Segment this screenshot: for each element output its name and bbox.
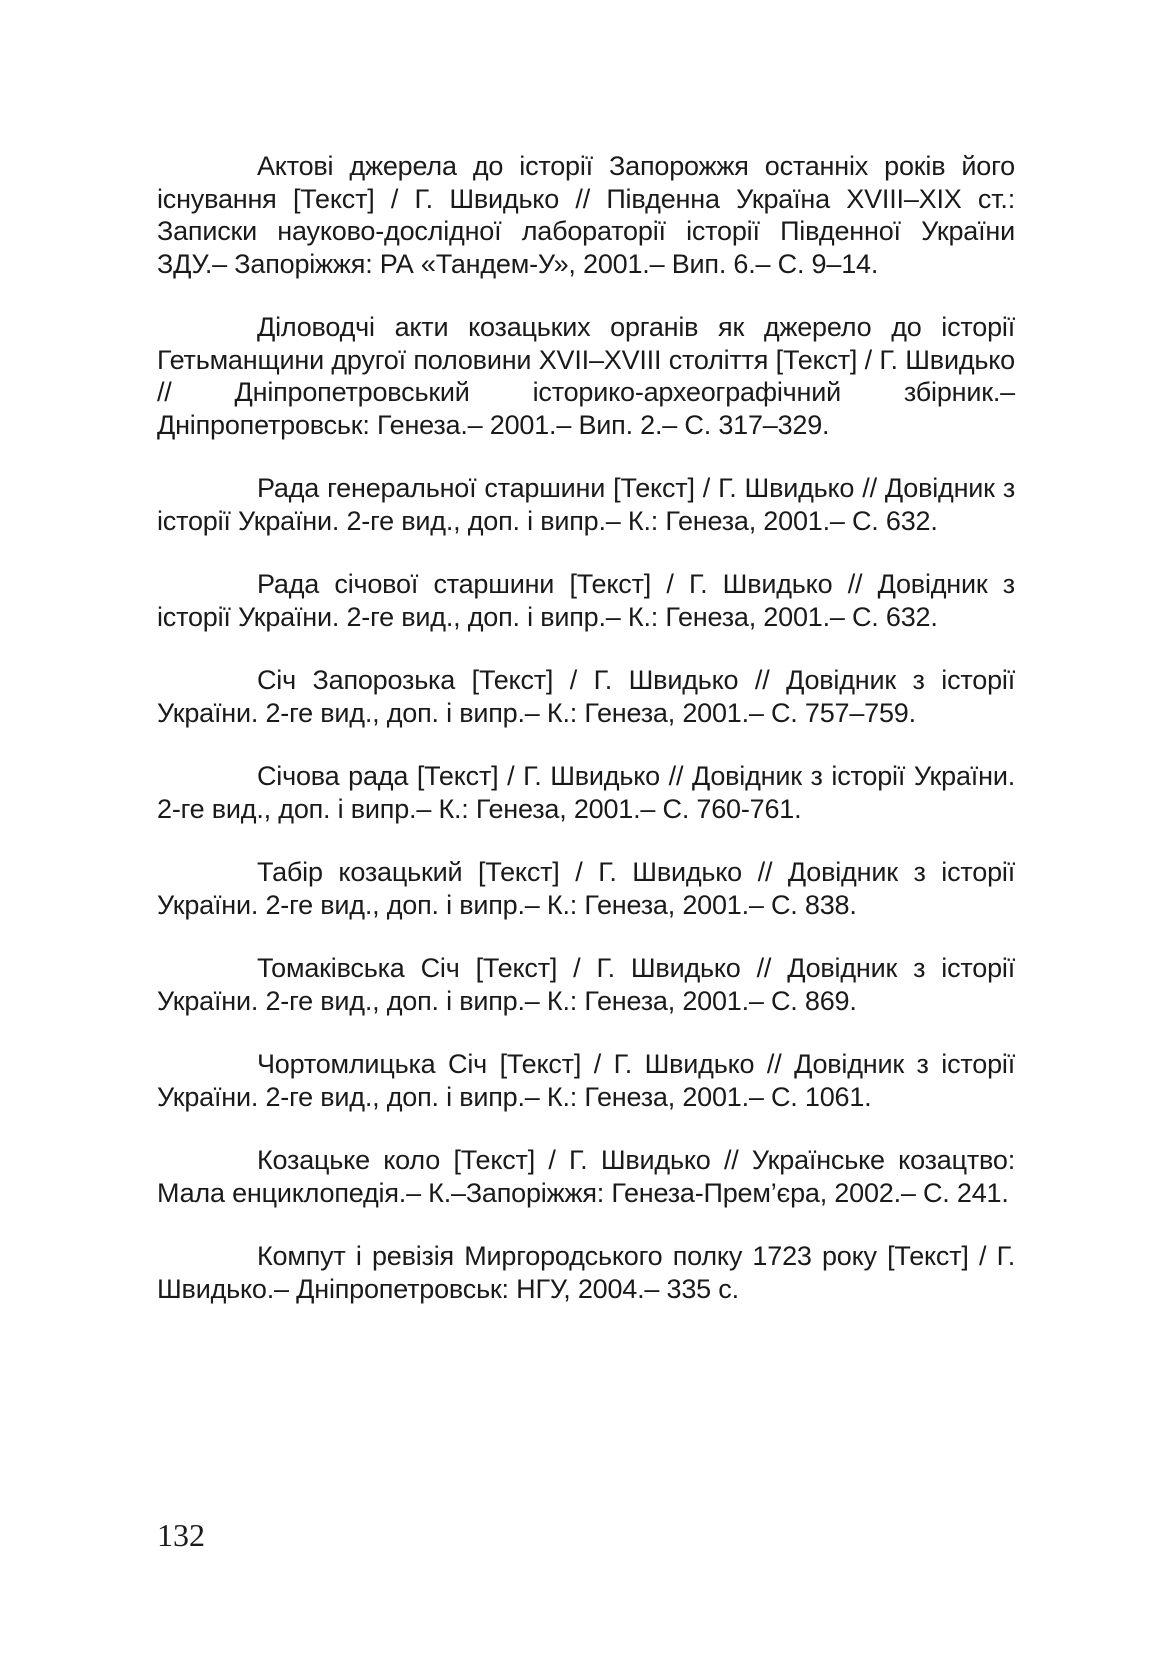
bibliography-entry: Рада січової старшини [Текст] / Г. Швидько // Довідник з історії України. 2-ге вид., доп. і випр.– К.: Генеза, 2001.– С. 632. [157, 569, 1015, 632]
bibliography-entry: Чортомлицька Січ [Текст] / Г. Швидько // Довідник з історії України. 2-ге вид., доп. і випр.– К.: Генеза, 2001.– С. 1061. [157, 1049, 1015, 1112]
bibliography-entry: Діловодчі акти козацьких органів як джерело до історії Гетьманщини другої половини XVII–XVIII століття [Текст] / Г. Швидько // Дніпропетровський історико-археографічний збірник.– Дніпропетровськ: Генеза.– 2001.– Вип. 2.– С. 317–329. [157, 312, 1015, 440]
bibliography-entry: Томаківська Січ [Текст] / Г. Швидько // Довідник з історії України. 2-ге вид., доп. і випр.– К.: Генеза, 2001.– С. 869. [157, 953, 1015, 1016]
bibliography-entry: Рада генеральної старшини [Текст] / Г. Швидько // Довідник з історії України. 2-ге вид., доп. і випр.– К.: Генеза, 2001.– С. 632. [157, 473, 1015, 536]
bibliography-entry: Козацьке коло [Текст] / Г. Швидько // Українське козацтво: Мала енциклопедія.– К.–Запоріжжя: Генеза-Прем’єра, 2002.– С. 241. [157, 1145, 1015, 1208]
bibliography-entry: Актові джерела до історії Запорожжя останніх років його існування [Текст] / Г. Швидько // Південна Україна XVIII–XIX ст.: Записки науково-дослідної лабораторії історії Південної України ЗДУ.– Запоріжжя: РА «Тандем-У», 2001.– Вип. 6.– С. 9–14. [157, 151, 1015, 279]
page-number: 132 [157, 1517, 205, 1553]
bibliography-entry: Січ Запорозька [Текст] / Г. Швидько // Довідник з історії України. 2-ге вид., доп. і випр.– К.: Генеза, 2001.– С. 757–759. [157, 665, 1015, 728]
bibliography-entry: Табір козацький [Текст] / Г. Швидько // Довідник з історії України. 2-ге вид., доп. і випр.– К.: Генеза, 2001.– С. 838. [157, 857, 1015, 920]
bibliography-entry: Компут і ревізія Миргородського полку 1723 року [Текст] / Г. Швидько.– Дніпропетровськ: НГУ, 2004.– 335 с. [157, 1241, 1015, 1304]
bibliography-entry: Січова рада [Текст] / Г. Швидько // Довідник з історії України. 2-ге вид., доп. і випр.– К.: Генеза, 2001.– С. 760-761. [157, 761, 1015, 824]
bibliography-list [157, 150, 1015, 1336]
